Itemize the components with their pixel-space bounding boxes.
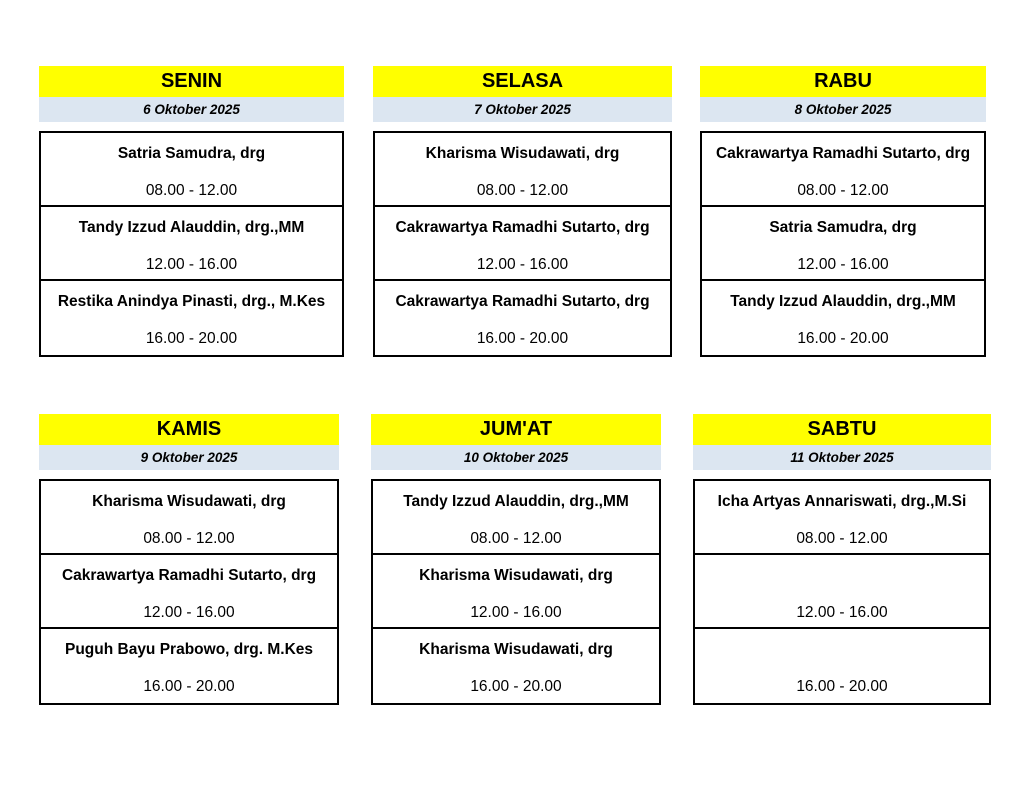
time-range: 16.00 - 20.00 [476, 330, 569, 347]
time-range: 12.00 - 16.00 [143, 604, 235, 621]
day-date: 7 Oktober 2025 [373, 97, 672, 122]
doctor-name: Tandy Izzud Alauddin, drg.,MM [78, 219, 305, 236]
day-date: 8 Oktober 2025 [700, 97, 986, 122]
doctor-name: Cakrawartya Ramadhi Sutarto, drg [715, 145, 971, 162]
schedule-slot [702, 207, 984, 281]
time-range: 12.00 - 16.00 [796, 604, 888, 621]
day-name: SENIN [39, 66, 344, 97]
schedule-table [39, 479, 339, 705]
schedule-slot [41, 207, 342, 281]
schedule-table [373, 131, 672, 357]
doctor-name: Puguh Bayu Prabowo, drg. M.Kes [64, 641, 314, 658]
schedule-slot [702, 281, 984, 355]
schedule-table [39, 131, 344, 357]
schedule-slot [375, 281, 670, 355]
time-range: 12.00 - 16.00 [476, 256, 569, 273]
day-block-senin [39, 66, 344, 357]
doctor-name: Cakrawartya Ramadhi Sutarto, drg [61, 567, 317, 584]
doctor-name: Icha Artyas Annariswati, drg.,M.Si [717, 493, 967, 510]
doctor-name: Kharisma Wisudawati, drg [425, 145, 620, 162]
day-date: 6 Oktober 2025 [39, 97, 344, 122]
schedule-table [371, 479, 661, 705]
doctor-name: Cakrawartya Ramadhi Sutarto, drg [395, 293, 650, 310]
time-range: 08.00 - 12.00 [145, 182, 238, 199]
day-name: KAMIS [39, 414, 339, 445]
schedule-slot [702, 133, 984, 207]
day-date: 11 Oktober 2025 [693, 445, 991, 470]
time-range: 08.00 - 12.00 [143, 530, 235, 547]
schedule-slot [375, 133, 670, 207]
doctor-name: Satria Samudra, drg [769, 219, 917, 236]
schedule-slot [695, 555, 989, 629]
schedule-slot [695, 629, 989, 703]
day-block-rabu [700, 66, 986, 357]
time-range: 08.00 - 12.00 [796, 530, 888, 547]
day-name: RABU [700, 66, 986, 97]
schedule-table [693, 479, 991, 705]
day-block-jumat [371, 414, 661, 705]
schedule-slot [695, 481, 989, 555]
day-block-selasa [373, 66, 672, 357]
day-name: SELASA [373, 66, 672, 97]
schedule-slot [373, 629, 659, 703]
schedule-slot [41, 481, 337, 555]
schedule-slot [41, 281, 342, 355]
time-range: 12.00 - 16.00 [797, 256, 889, 273]
day-date: 9 Oktober 2025 [39, 445, 339, 470]
day-block-sabtu [693, 414, 991, 705]
schedule-slot [373, 481, 659, 555]
day-name: JUM'AT [371, 414, 661, 445]
doctor-name: Restika Anindya Pinasti, drg., M.Kes [57, 293, 326, 310]
doctor-name: Tandy Izzud Alauddin, drg.,MM [730, 293, 956, 310]
time-range: 08.00 - 12.00 [470, 530, 562, 547]
time-range: 12.00 - 16.00 [145, 256, 238, 273]
doctor-name: Kharisma Wisudawati, drg [419, 641, 613, 658]
time-range: 16.00 - 20.00 [145, 330, 238, 347]
schedule-table [700, 131, 986, 357]
day-name: SABTU [693, 414, 991, 445]
time-range: 16.00 - 20.00 [797, 330, 889, 347]
schedule-slot [373, 555, 659, 629]
time-range: 16.00 - 20.00 [143, 678, 235, 695]
doctor-name: Tandy Izzud Alauddin, drg.,MM [403, 493, 629, 510]
doctor-name: Kharisma Wisudawati, drg [92, 493, 286, 510]
schedule-slot [375, 207, 670, 281]
time-range: 08.00 - 12.00 [797, 182, 889, 199]
schedule-slot [41, 629, 337, 703]
schedule-slot [41, 555, 337, 629]
doctor-name: Cakrawartya Ramadhi Sutarto, drg [395, 219, 650, 236]
time-range: 16.00 - 20.00 [796, 678, 888, 695]
doctor-name: Satria Samudra, drg [117, 145, 266, 162]
schedule-slot [41, 133, 342, 207]
day-date: 10 Oktober 2025 [371, 445, 661, 470]
time-range: 08.00 - 12.00 [476, 182, 569, 199]
time-range: 12.00 - 16.00 [470, 604, 562, 621]
day-block-kamis [39, 414, 339, 705]
doctor-name: Kharisma Wisudawati, drg [419, 567, 613, 584]
time-range: 16.00 - 20.00 [470, 678, 562, 695]
